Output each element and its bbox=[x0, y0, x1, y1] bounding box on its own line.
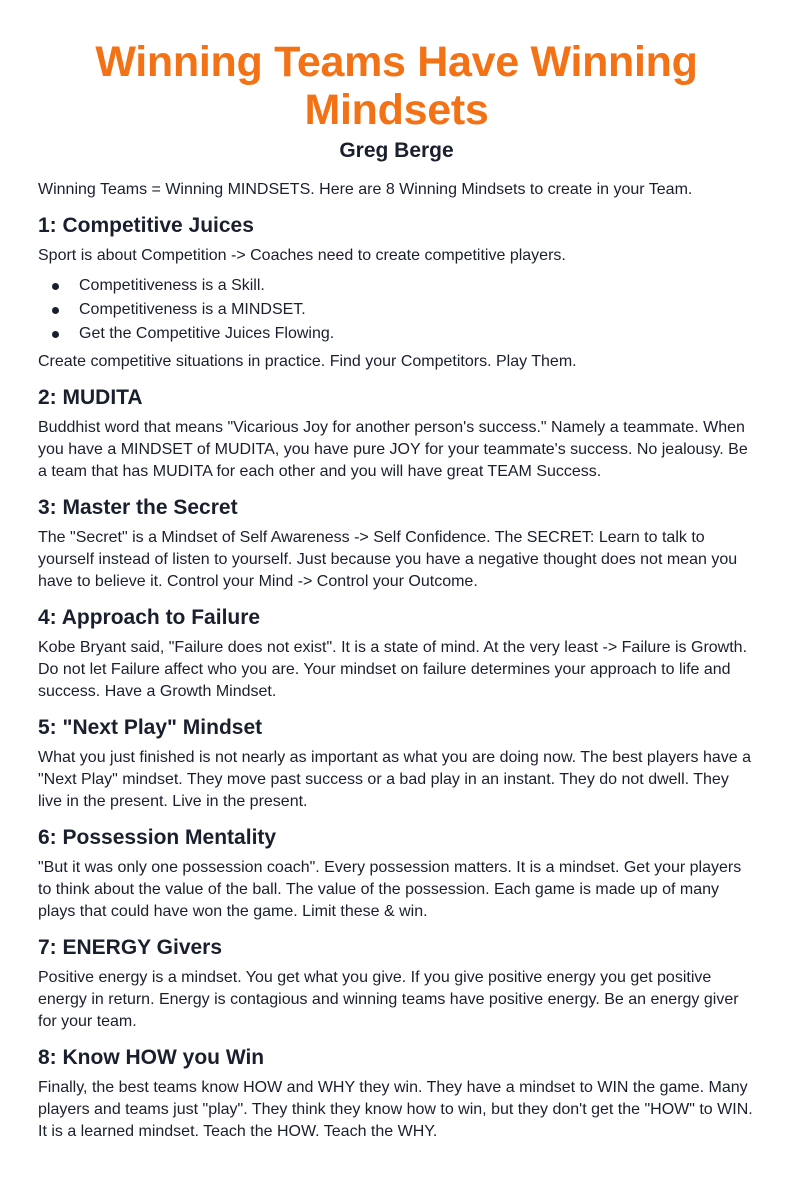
section-master-the-secret bbox=[38, 493, 755, 593]
section-text: Positive energy is a mindset. You get what you give. If you give positive energy you get positive energy in return. Energy is contagious and winning teams have positive energy. Be an energy giver for your team. bbox=[38, 969, 739, 1030]
section-text: Sport is about Competition -> Coaches need to create competitive players. bbox=[38, 247, 566, 264]
list-item bbox=[38, 323, 755, 345]
section-approach-to-failure bbox=[38, 603, 755, 703]
list-item-text: Competitiveness is a Skill. bbox=[79, 277, 265, 294]
section-closing-text: Create competitive situations in practice. Find your Competitors. Play Them. bbox=[38, 353, 577, 370]
section-heading: 6: Possession Mentality bbox=[38, 826, 277, 849]
section-heading: 7: ENERGY Givers bbox=[38, 936, 223, 959]
author-name: Greg Berge bbox=[339, 139, 454, 162]
section-text: What you just finished is not nearly as important as what you are doing now. The best players have a "Next Play" mindset. They move past success or a bad play in an instant. They do not dwell. They live in the present. Live in the present. bbox=[38, 749, 751, 810]
section-heading: 1: Competitive Juices bbox=[38, 214, 254, 237]
section-heading: 5: "Next Play" Mindset bbox=[38, 716, 263, 739]
section-heading: 3: Master the Secret bbox=[38, 496, 238, 519]
section-next-play bbox=[38, 713, 755, 813]
list-item bbox=[38, 299, 755, 321]
bullet-icon bbox=[52, 307, 59, 314]
document-title: Winning Teams Have Winning Mindsets bbox=[95, 38, 698, 134]
section-know-how-you-win bbox=[38, 1043, 755, 1143]
section-possession-mentality bbox=[38, 823, 755, 923]
section-text: The "Secret" is a Mindset of Self Awareness -> Self Confidence. The SECRET: Learn to talk to yourself instead of listen to yourself. Just because you have a negative thought does not mean you have to believe it. Control your Mind -> Control your Outcome. bbox=[38, 529, 738, 590]
section-energy-givers bbox=[38, 933, 755, 1033]
bullet-icon bbox=[52, 283, 59, 290]
section-text: Finally, the best teams know HOW and WHY they win. They have a mindset to WIN the game. Many players and teams just "play". They think they know how to win, but they don't get the "HOW" to WIN. It is a learned mindset. Teach the HOW. Teach the WHY. bbox=[38, 1079, 753, 1140]
list-item bbox=[38, 275, 755, 297]
bullet-list bbox=[38, 275, 755, 345]
section-text: Kobe Bryant said, "Failure does not exist". It is a state of mind. At the very least -> Failure is Growth. Do not let Failure affect who you are. Your mindset on failure determines your approach to life and success. Have a Growth Mindset. bbox=[38, 639, 748, 700]
section-competitive-juices bbox=[38, 211, 755, 373]
section-text: Buddhist word that means "Vicarious Joy for another person's success." Namely a teammate. When you have a MINDSET of MUDITA, you have pure JOY for your teammate's success. No jealousy. Be a team that has MUDITA for each other and you will have great TEAM Success. bbox=[38, 419, 748, 480]
section-heading: 4: Approach to Failure bbox=[38, 606, 261, 629]
intro-paragraph: Winning Teams = Winning MINDSETS. Here are 8 Winning Mindsets to create in your Team. bbox=[38, 181, 693, 198]
section-heading: 8: Know HOW you Win bbox=[38, 1046, 265, 1069]
section-heading: 2: MUDITA bbox=[38, 386, 143, 409]
list-item-text: Get the Competitive Juices Flowing. bbox=[79, 325, 335, 342]
section-text: "But it was only one possession coach". Every possession matters. It is a mindset. Get your players to think about the value of the ball. The value of the possession. Each game is made up of many plays that could have won the game. Limit these & win. bbox=[38, 859, 742, 920]
bullet-icon bbox=[52, 331, 59, 338]
section-mudita bbox=[38, 383, 755, 483]
list-item-text: Competitiveness is a MINDSET. bbox=[79, 301, 306, 318]
